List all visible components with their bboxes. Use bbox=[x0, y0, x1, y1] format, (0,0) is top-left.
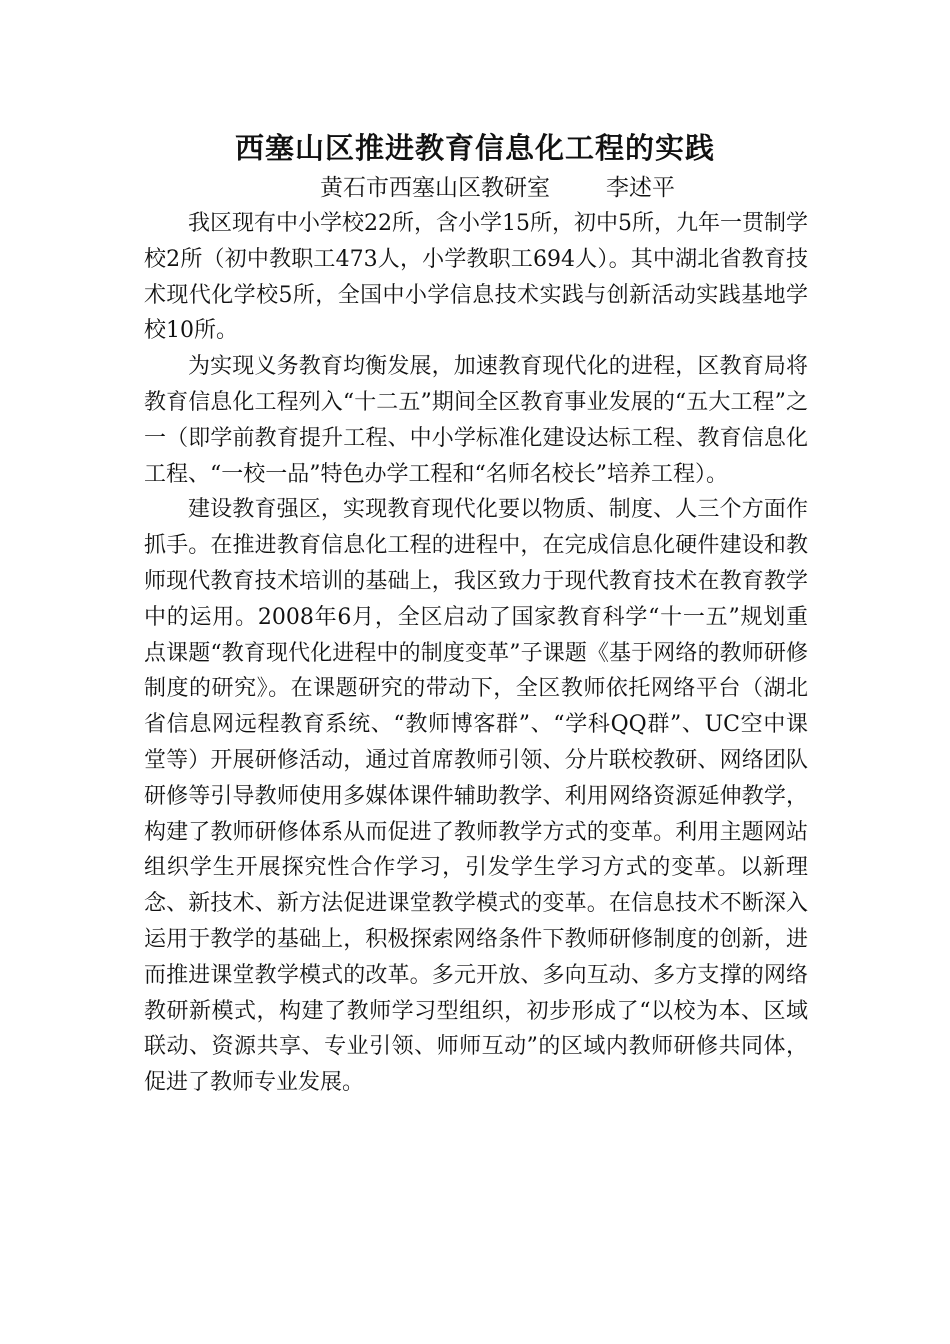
body-text bbox=[144, 206, 808, 1101]
affiliation: 黄石市西塞山区教研室 bbox=[320, 175, 550, 201]
paragraph: 为实现义务教育均衡发展，加速教育现代化的进程，区教育局将教育信息化工程列入“十二五”期间全区教育事业发展的“五大工程”之一（即学前教育提升工程、中小学标准化建设达标工程、教育信息化工程、“一校一品”特色办学工程和“名师名校长”培养工程）。 bbox=[144, 354, 808, 487]
author-name: 李述平 bbox=[606, 175, 675, 201]
document-title: 西塞山区推进教育信息化工程的实践 bbox=[234, 131, 715, 165]
byline bbox=[320, 170, 820, 206]
paragraph: 建设教育强区，实现教育现代化要以物质、制度、人三个方面作抓手。在推进教育信息化工程的进程中，在完成信息化硬件建设和教师现代教育技术培训的基础上，我区致力于现代教育技术在教育教学中的运用。2008年6月，全区启动了国家教育科学“十一五”规划重点课题“教育现代化进程中的制度变革”子课题《基于网络的教师研修制度的研究》。在课题研究的带动下，全区教师依托网络平台（湖北省信息网远程教育系统、“教师博客群”、“学科QQ群”、UC空中课堂等）开展研修活动，通过首席教师引领、分片联校教研、网络团队研修等引导教师使用多媒体课件辅助教学、利用网络资源延伸教学，构建了教师研修体系从而促进了教师教学方式的变革。利用主题网站组织学生开展探究性合作学习，引发学生学习方式的变革。以新理念、新技术、新方法促进课堂教学模式的变革。在信息技术不断深入运用于教学的基础上，积极探索网络条件下教师研修制度的创新，进而推进课堂教学模式的改革。多元开放、多向互动、多方支撑的网络教研新模式，构建了教师学习型组织，初步形成了“以校为本、区域联动、资源共享、专业引领、师师互动”的区域内教师研修共同体，促进了教师专业发展。 bbox=[144, 497, 808, 1096]
paragraph: 我区现有中小学校22所，含小学15所，初中5所，九年一贯制学校2所（初中教职工473人，小学教职工694人）。其中湖北省教育技术现代化学校5所，全国中小学信息技术实践与创新活动实践基地学校10所。 bbox=[144, 211, 808, 344]
